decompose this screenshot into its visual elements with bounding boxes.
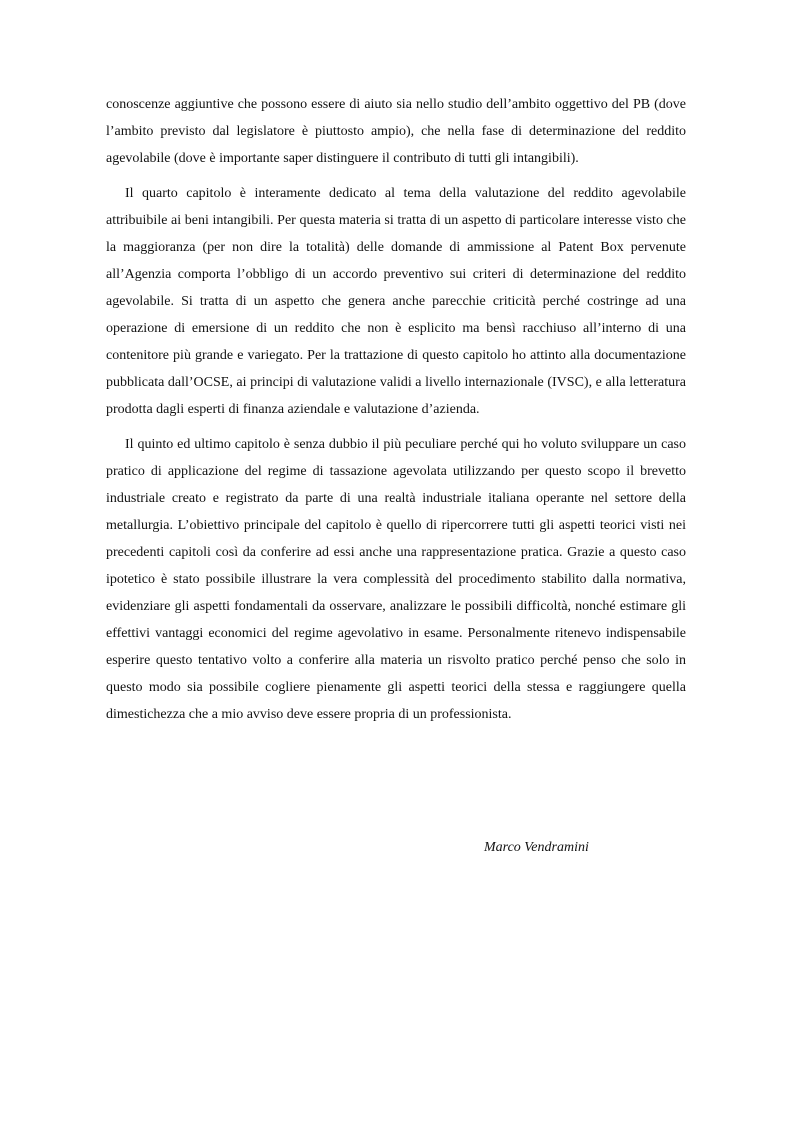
- body-text: [106, 91, 686, 736]
- paragraph-continuation: conoscenze aggiuntive che possono essere di aiuto sia nello studio dell’ambito oggettivo del PB (dove l’ambito previsto dal legislatore è piuttosto ampio), che nella fase di determinazione del reddito agevolabile (dove è importante saper distinguere il contributo di tutti gli intangibili).: [106, 97, 686, 166]
- paragraph-chapter-five: Il quinto ed ultimo capitolo è senza dubbio il più peculiare perché qui ho voluto sviluppare un caso pratico di applicazione del regime di tassazione agevolata utilizzando per questo scopo il brevetto industriale creato e registrato da parte di una realtà industriale italiana operante nel settore della metallurgia. L’obiettivo principale del capitolo è quello di ripercorrere tutti gli aspetti teorici visti nei precedenti capitoli così da conferire ad essi anche una rappresentazione pratica. Grazie a questo caso ipotetico è stato possibile illustrare la vera complessità del procedimento stabilito dalla normativa, evidenziare gli aspetti fondamentali da osservare, analizzare le possibili difficoltà, nonché estimare gli effettivi vantaggi economici del regime agevolativo in esame. Personalmente ritenevo indispensabile esperire questo tentativo volto a conferire alla materia un risvolto pratico perché penso che solo in questo modo sia possibile cogliere pienamente gli aspetti teorici della stessa e raggiungere quella dimestichezza che a mio avviso deve essere propria di un professionista.: [106, 437, 686, 722]
- author-signature: Marco Vendramini: [484, 840, 589, 855]
- paragraph-chapter-four: Il quarto capitolo è interamente dedicato al tema della valutazione del reddito agevolabile attribuibile ai beni intangibili. Per questa materia si tratta di un aspetto di particolare interesse visto che la maggioranza (per non dire la totalità) delle domande di ammissione al Patent Box pervenute all’Agenzia comporta l’obbligo di un accordo preventivo sui criteri di determinazione del reddito agevolabile. Si tratta di un aspetto che genera anche parecchie criticità perché costringe ad una operazione di emersione di un reddito che non è esplicito ma bensì racchiuso all’interno di una contenitore più grande e variegato. Per la trattazione di questo capitolo ho attinto alla documentazione pubblicata dall’OCSE, ai principi di valutazione validi a livello internazionale (IVSC), e alla letteratura prodotta dagli esperti di finanza aziendale e valutazione d’azienda.: [106, 186, 686, 417]
